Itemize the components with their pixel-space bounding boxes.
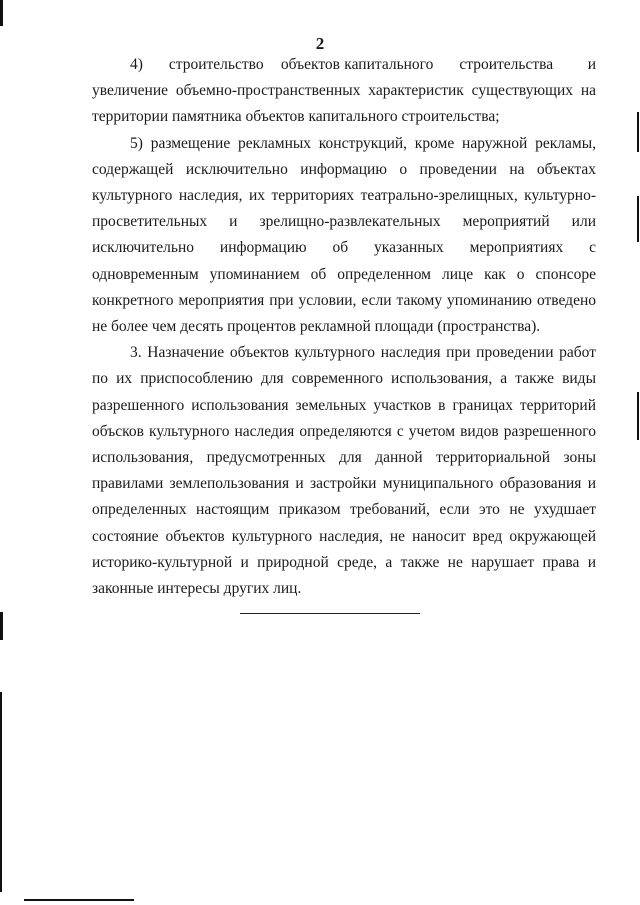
scan-edge-mark xyxy=(637,196,639,242)
paragraph-item-4-continuation: увеличение объемно-пространственных характеристик существующих на территории памятника объектов капитального строительства; xyxy=(92,82,596,126)
end-divider-line xyxy=(240,613,420,614)
paragraph-item-5: 5) размещение рекламных конструкций, кроме наружной рекламы, содержащей исключительно информацию о проведении на объектах культурного наследия, их территориях театрально-зрелищных, культурно-просветительных и зрелищно-развлекательных мероприятий или исключительно информацию об указанных мероприятиях с одновременным упоминанием об определенном лице как о спонсоре конкретного мероприятия при условии, если такому упоминанию отведено не более чем десять процентов рекламной площади (пространства). xyxy=(92,134,596,336)
paragraph-section-3: 3. Назначение объектов культурного наследия при проведении работ по их приспособлению для современного использования, а также виды разрешенного использования земельных участков в границах территорий объсков культурного наследия определяются с учетом видов разрешенного использования, предусмотренных для данной территориальной зоны правилами землепользования и застройки муниципального образования и определенных настоящим приказом требований, если это не ухудшает состояние объектов культурного наследия, не наносит вред окружающей историко-культурной и природной среде, а также не нарушает права и законные интересы других лиц. xyxy=(92,344,596,598)
scan-edge-mark xyxy=(0,692,2,892)
document-body xyxy=(92,52,596,602)
scan-edge-mark xyxy=(0,0,3,26)
paragraph-item-4-first-line: 4) строительство объектов капитального строительства и xyxy=(130,56,596,73)
scan-edge-mark xyxy=(24,899,134,901)
scan-edge-mark xyxy=(637,392,639,440)
scan-edge-mark xyxy=(0,612,3,640)
scan-edge-mark xyxy=(637,112,639,152)
page-number: 2 xyxy=(315,34,325,53)
